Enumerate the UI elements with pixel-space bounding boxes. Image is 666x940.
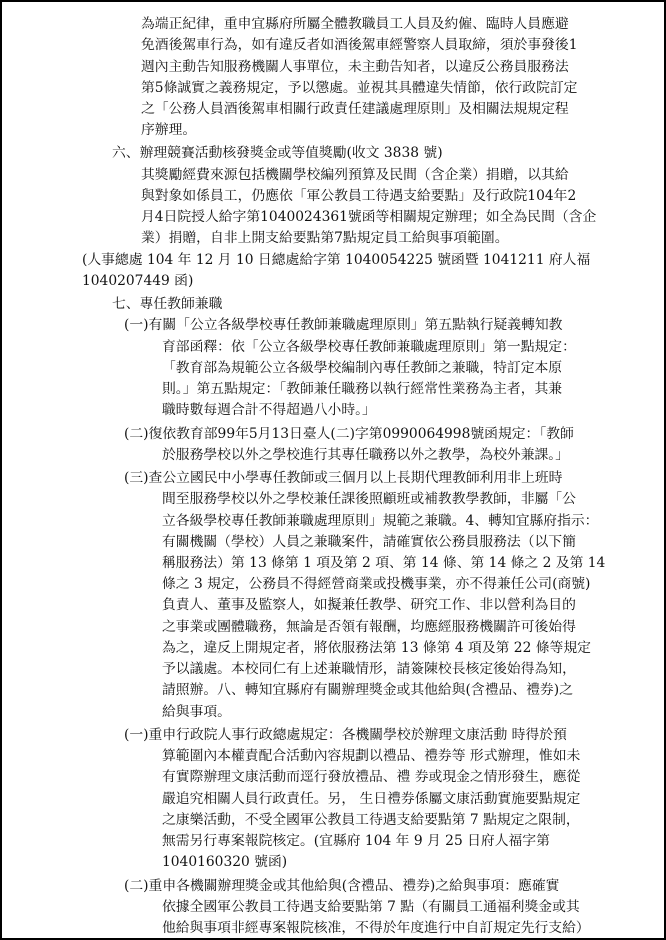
item-3-line: (三)查公立國民中小學專任教師或三個月以上長期代理教師利用非上班時 [124,470,563,486]
text-line: 無需另行專案報院核定。(宜縣府 104 年 9 月 25 日府人福字第 [162,833,550,849]
item-1-line: (一)重申行政院人事行政總處規定：各機關學校於辦理文康活動 時得於預 [124,726,567,743]
text-line: 條之 3 規定，公務員不得經營商業或投機事業，亦不得兼任公司(商號) [162,576,591,593]
text-line: 為端正紀律，重申宜縣府所屬全體教職員工人員及約僱、臨時人員應避 [141,16,569,32]
text-line: 稱服務法）第 13 條第 1 項及第 2 項、第 14 條、第 14 條之 2 及第 14 [162,555,606,571]
text-line: 算範圍內本權責配合活動內容規劃以禮品、禮券等 形式辦理，惟如未 [162,748,581,765]
text-line: 依據全國軍公教員工待遇支給要點第 7 點（有關員工通福利獎金或其 [162,898,580,915]
item-2-line: (二)重申各機關辦理獎金或其他給與(含禮品、禮券)之給與事項：應確實 [124,877,560,894]
text-line: 給與事項。 [162,703,231,720]
text-line: 之「公務人員酒後駕車相關行政責任建議處理原則」及相關法規規定程 [141,101,569,117]
section-heading-6: 六、辦理競賽活動核發獎金或等值獎勵(收文 3838 號) [112,145,443,162]
reference-note: 1040207449 函) [82,272,194,289]
text-line: 立各級學校專任教師兼職處理原則」規範之兼職。4、轉知宜縣府指示： [162,512,599,529]
text-line: 為之，違反上開規定者，將依服務法第 13 條第 4 項及第 22 條等規定 [162,639,591,656]
text-line: 負責人、董事及監察人，如擬兼任教學、研究工作、非以營利為目的 [162,597,576,614]
text-line: 月4日院授人給字第1040024361號函等相關規定辦理；如全為民間（含企 [141,209,597,226]
text-line: 業）捐贈，自非上開支給要點第7點規定員工給與事項範圍。 [141,230,509,247]
text-line: 第5條誠實之義務規定，予以懲處。並視其具體違失情節，依行政院訂定 [141,79,578,96]
text-line: 有關機關（學校）人員之兼職案件，請確實依公務員服務法（以下簡 [162,533,576,550]
item-1-line: (一)有關「公立各級學校專任教師兼職處理原則」第五點執行疑義轉知教 [124,317,563,334]
text-line: 之事業或團體職務，無論是否領有報酬，均應經服務機關許可後始得 [162,618,576,635]
text-line: 序辦理。 [141,122,197,139]
text-line: 則。」第五點規定：「教師兼任職務以執行經常性業務為主者，其兼 [162,381,563,397]
text-line: 有實際辦理文康活動而逕行發放禮品、禮 券或現金之情形發生，應從 [162,769,581,786]
reference-note: (人事總處 104 年 12 月 10 日總處給字第 1040054225 號函暨 1041211 府人福 [82,251,591,268]
text-line: 育部函釋：依「公立各級學校專任教師兼職處理原則」第一點規定： [162,338,576,355]
text-line: 「教育部為規範公立各級學校編制內專任教師之兼職，特訂定本原 [162,359,563,376]
text-line: 嚴追究相關人員行政責任。另， 生日禮券係屬文康活動實施要點規定 [162,790,581,807]
text-line: 週內主動告知服務機關人事單位，未主動告知者，以違反公務員服務法 [141,58,569,75]
text-line: 1040160320 號函) [162,854,288,871]
text-line: 職時數每週合計不得超過八小時。」 [162,402,376,419]
item-2-line: (二)復依教育部99年5月13日臺人(二)字第0990064998號函規定：「教師 [124,425,574,442]
text-line: 請照辦。八、轉知宜縣府有關辦理獎金或其他給與(含禮品、禮券)之 [162,682,573,699]
text-line: 於服務學校以外之學校進行其專任職務以外之教學，為校外兼課。」 [162,446,570,463]
text-line: 他給與事項非經專案報院核准，不得於年度進行中自訂規定先行支給） [162,920,590,936]
text-line: 其獎勵經費來源包括機關學校編列預算及民間（含企業）捐贈，以其給 [141,166,569,183]
text-line: 間至服務學校以外之學校兼任課後照顧班或補教教學教師，非屬「公 [162,491,576,508]
text-line: 免酒後駕車行為，如有違反者如酒後駕車經警察人員取締，須於事發後1 [141,37,578,54]
text-line: 之康樂活動，不受全國軍公教員工待遇支給要點第 7 點規定之限制， [162,811,580,828]
section-heading-7: 七、專任教師兼職 [112,296,223,313]
text-line: 與對象如係員工，仍應依「軍公教員工待遇支給要點」及行政院104年2 [141,187,577,204]
text-line: 予以議處。本校同仁有上述兼職情形，請簽陳校長核定後始得為知， [162,661,576,678]
